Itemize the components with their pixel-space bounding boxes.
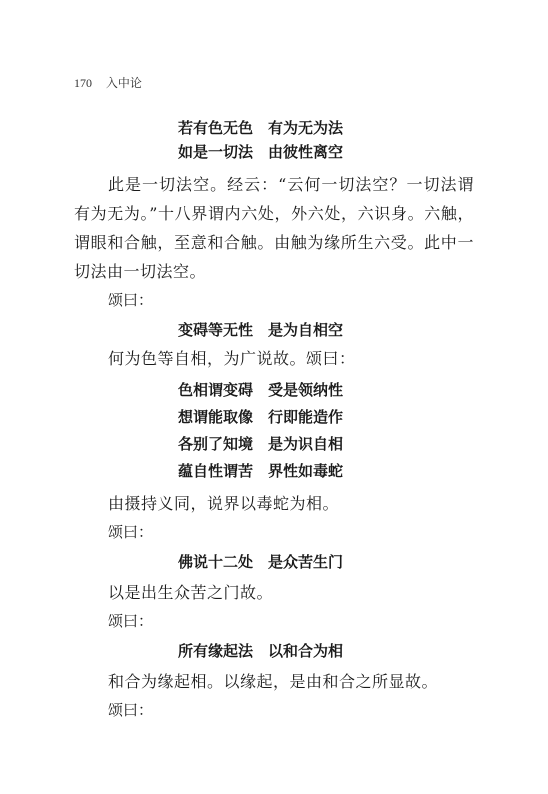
verse-intro-label: 颂曰： [108,291,154,309]
running-header [74,74,142,91]
verse-line: 若有色无色 有为无为法 [178,119,344,137]
verse-intro-label: 颂曰： [108,523,154,541]
verse-intro-label: 颂曰： [108,612,154,630]
verse-line: 所有缘起法 以和合为相 [178,642,344,660]
verse-intro-label: 颂曰： [108,701,154,719]
verse-line: 变碍等无性 是为自相空 [178,321,344,339]
verse-line: 想谓能取像 行即能造作 [178,408,344,426]
verse-line: 色相谓变碍 受是领纳性 [178,381,344,399]
verse-line: 各别了知境 是为识自相 [178,435,344,453]
verse-line: 如是一切法 由彼性离空 [178,143,344,161]
verse-line: 蕴自性谓苦 界性如毒蛇 [178,462,344,480]
page-body [74,116,474,724]
verse-line: 佛说十二处 是众苦生门 [178,553,344,571]
body-paragraph: 何为色等自相，为广说故。颂曰： [108,349,356,368]
page-number: 170 [74,76,92,90]
body-paragraph: 以是出生众苦之门故。 [108,583,274,602]
running-title: 入中论 [105,76,142,90]
body-paragraph: 由摄持义同，说界以毒蛇为相。 [108,494,340,513]
body-paragraph: 此是一切法空。经云：“云何一切法空？一切法谓有为无为。”十八界谓内六处，外六处，六识身。六触，谓眼和合触，至意和合触。由触为缘所生六受。此中一切法由一切法空。 [74,175,474,281]
body-paragraph: 和合为缘起相。以缘起，是由和合之所显故。 [108,672,439,691]
